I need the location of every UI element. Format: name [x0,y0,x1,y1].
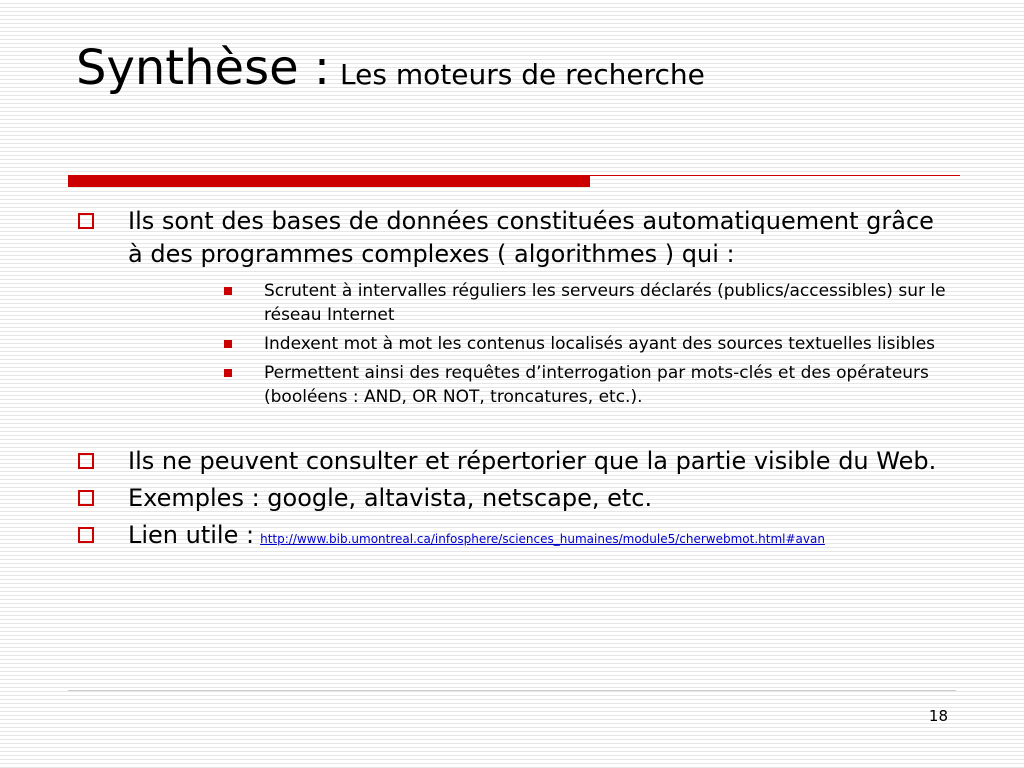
filled-square-icon [224,340,232,348]
hollow-square-icon [78,453,94,469]
sub-bullet-item [192,279,952,327]
bullet-text: Ils ne peuvent consulter et répertorier que la partie visible du Web. [128,447,937,475]
filled-square-icon [224,287,232,295]
hollow-square-icon [78,213,94,229]
hollow-square-icon [78,490,94,506]
title-divider-thick [68,175,590,187]
bullet-item [72,445,952,478]
sub-bullet-item [192,332,952,356]
bullet-list [72,205,952,556]
sub-bullet-item [192,361,952,409]
title-main: Synthèse : [76,40,331,96]
slide-title [76,40,705,96]
sub-bullet-text: Permettent ainsi des requêtes d’interrogation par mots-clés et des opérateurs (booléens : AND, OR NOT, troncatures, etc.). [264,363,929,407]
sub-bullet-list [192,279,952,409]
bullet-item [72,519,952,556]
bullet-text: Ils sont des bases de données constituées automatiquement grâce à des programmes complexes ( algorithmes ) qui : [128,207,934,268]
filled-square-icon [224,369,232,377]
useful-link[interactable]: http://www.bib.umontreal.ca/infosphere/sciences_humaines/module5/cherwebmot.html#avan [260,532,825,546]
bullet-text: Exemples : google, altavista, netscape, etc. [128,484,653,512]
page-number: 18 [928,707,948,725]
hollow-square-icon [78,527,94,543]
bullet-item [72,482,952,515]
sub-bullet-text: Scrutent à intervalles réguliers les serveurs déclarés (publics/accessibles) sur le réseau Internet [264,281,946,325]
sub-bullet-text: Indexent mot à mot les contenus localisés ayant des sources textuelles lisibles [264,334,936,354]
bullet-text: Lien utile : [128,521,255,549]
footer-divider [68,690,956,691]
title-subtitle: Les moteurs de recherche [340,58,705,91]
bullet-item [72,205,952,271]
